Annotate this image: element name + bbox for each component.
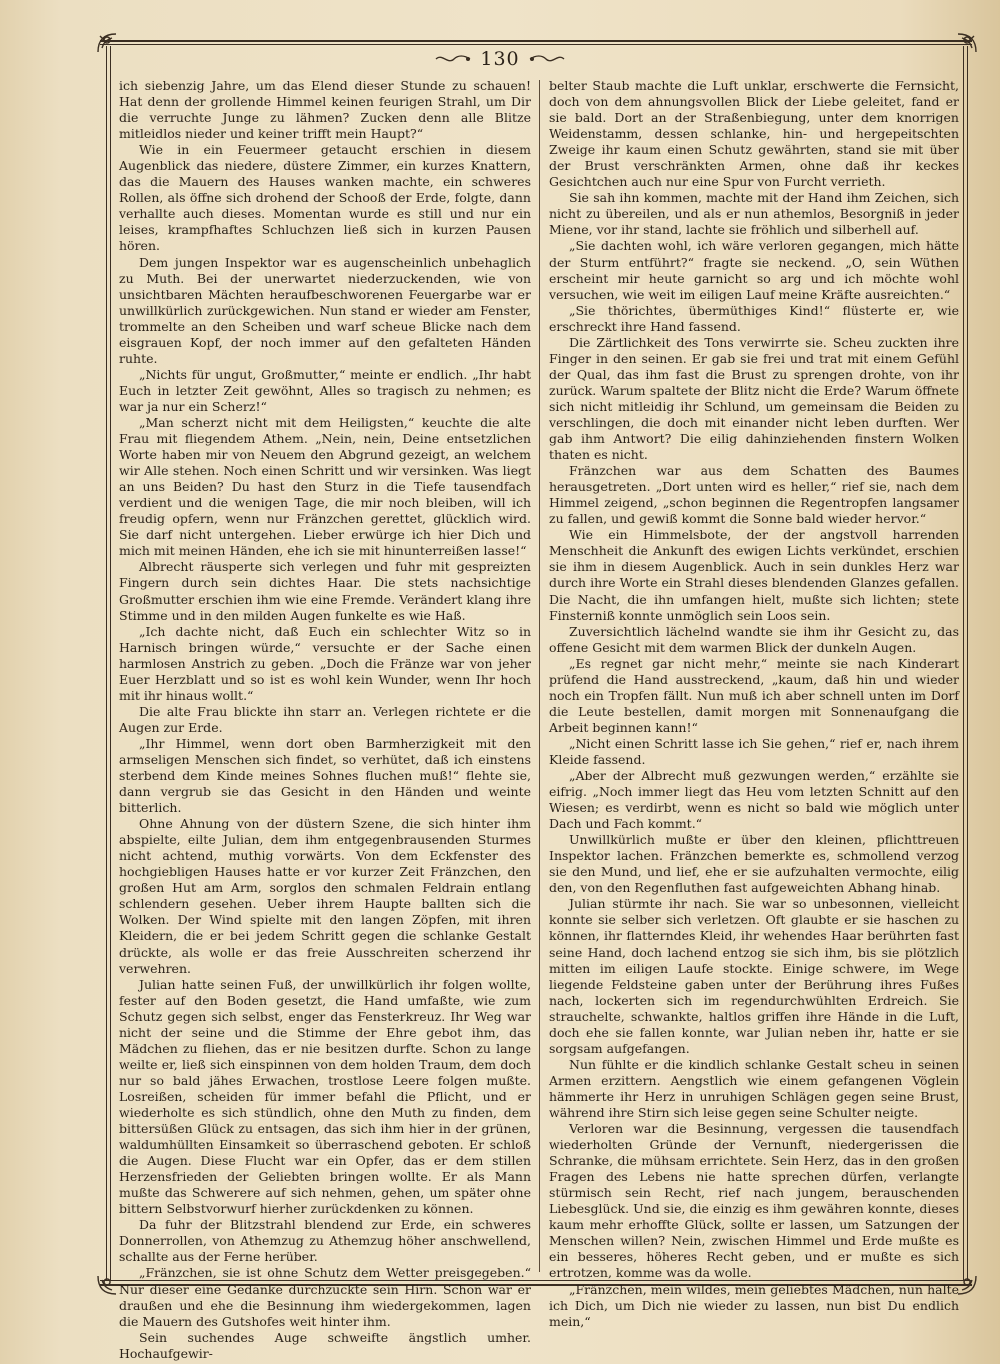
frame-left-rule-inner xyxy=(110,46,111,1280)
paragraph: Nun fühlte er die kindlich schlanke Gestalt scheu in seinen Armen erzittern. Aengstlich wie einem gefangenen Vöglein hämmerte ihr Herz in unruhigen Schlägen gegen seine Brust, während ihre Stirn sich leise gegen seine Schulter neigte. xyxy=(549,1056,959,1120)
paragraph: Da fuhr der Blitzstrahl blendend zur Erde, ein schweres Donnerrollen, von Athemzug zu Athemzug höher anschwellend, schallte aus der Ferne herüber. xyxy=(119,1217,531,1265)
text-column-left xyxy=(119,78,531,1361)
paragraph: Albrecht räusperte sich verlegen und fuhr mit gespreizten Fingern durch sein dichtes Haar. Die stets nachsichtige Großmutter erschien ihm wie eine Fremde. Verändert klang ihre Stimme und in den milden Augen funkelte es wie Haß. xyxy=(119,559,531,623)
frame-right-rule xyxy=(963,46,964,1280)
page-number: 130 xyxy=(480,48,520,70)
paragraph: „Ich dachte nicht, daß Euch ein schlechter Witz so in Harnisch bringen würde,“ versuchte er der Sache einen harmlosen Anstrich zu geben. „Doch die Fränze war von jeher Euer Herzblatt und so ist es wohl kein Wunder, wenn Ihr hoch mit ihr hinaus wollt.“ xyxy=(119,623,531,703)
paragraph: Wie ein Himmelsbote, der der angstvoll harrenden Menschheit die Ankunft des ewigen Lichts verkündet, erschien sie ihm in diesem Augenblick. Auch in sein dunkles Herz war durch ihre Worte ein Strahl dieses blendenden Glanzes gefallen. Die Nacht, die ihn umfangen hielt, mußte sich lichten; stete Finsterniß konnte unmöglich sein Loos sein. xyxy=(549,527,959,623)
paragraph: Wie in ein Feuermeer getaucht erschien in diesem Augenblick das niedere, düstere Zimmer, ein kurzes Knattern, das die Mauern des Hauses wanken machte, ein schweres Rollen, als öffne sich drohend der Schooß der Erde, folgte, dann verhallte auch dieses. Momentan wurde es still und nur ein leises, krampfhaftes Schluchzen ließ sich in kurzen Pausen hören. xyxy=(119,142,531,254)
paragraph: Ohne Ahnung von der düstern Szene, die sich hinter ihm abspielte, eilte Julian, dem ihm entgegenbrausenden Sturmes nicht achtend, muthig vorwärts. Von dem Eckfenster des hochgiebligen Hauses hatte er vor kurzer Zeit Fränzchen, den großen Hut am Arm, sorglos den schmalen Feldrain entlang schlendern gesehen. Ueber ihrem Haupte ballten sich die Wolken. Der Wind spielte mit den langen Zöpfen, mit ihren Kleidern, die er bei jedem Schritt gegen die schlanke Gestalt drückte, als wolle er das freie Ausschreiten scherzend ihr verwehren. xyxy=(119,816,531,976)
paragraph: „Aber der Albrecht muß gezwungen werden,“ erzählte sie eifrig. „Noch immer liegt das Heu vom letzten Schnitt auf den Wiesen; es verdirbt, wenn es nicht so bald wie möglich unter Dach und Fach kommt.“ xyxy=(549,768,959,832)
paragraph: „Fränzchen, mein wildes, mein geliebtes Mädchen, nun halte ich Dich, um Dich nie wieder zu lassen, nun bist Du endlich mein,“ xyxy=(549,1281,959,1329)
paragraph: „Ihr Himmel, wenn dort oben Barmherzigkeit mit den armseligen Menschen sich findet, so verhütet, daß ich einstens sterbend dem Kinde meines Sohnes fluchen muß!“ flehte sie, dann vergrub sie das Gesicht in den Händen und weinte bitterlich. xyxy=(119,735,531,816)
paragraph: „Fränzchen, sie ist ohne Schutz dem Wetter preisgegeben.“ Nur dieser eine Gedanke durchzuckte sein Hirn. Schon war er draußen und ehe die Besinnung ihm wiedergekommen, lagen die Mauern des Gutshofes weit hinter ihm. xyxy=(119,1265,531,1329)
paragraph: „Sie dachten wohl, ich wäre verloren gegangen, mich hätte der Sturm entführt?“ fragte sie neckend. „O, sein Wüthen erscheint mir heute garnicht so arg und ich möchte wohl versuchen, wie weit im eiligen Lauf meine Kräfte ausreichten.“ xyxy=(549,238,959,302)
paragraph: Dem jungen Inspektor war es augenscheinlich unbehaglich zu Muth. Bei der unerwartet niederzuckenden, wie von unsichtbaren Mächten heraufbeschworenen Feuergarbe war er unwillkürlich zurückgewichen. Nun stand er wieder am Fenster, trommelte an den Scheiben und warf scheue Blicke nach dem eisgrauen Kopf, der noch immer auf den gefalteten Händen ruhte. xyxy=(119,254,531,366)
paragraph: „Es regnet gar nicht mehr,“ meinte sie nach Kinderart prüfend die Hand ausstreckend, „kaum, daß hin und wieder noch ein Tropfen fällt. Nun muß ich aber schnell unten im Dorf die Leute bestellen, damit morgen mit Sonnenaufgang die Arbeit beginnen kann!“ xyxy=(549,655,959,735)
paragraph: „Man scherzt nicht mit dem Heiligsten,“ keuchte die alte Frau mit fliegendem Athem. „Nein, nein, Deine entsetzlichen Worte haben mir von Neuem den Abgrund gezeigt, an welchem wir Alle stehen. Noch einen Schritt und wir versinken. Was liegt an uns Beiden? Du hast den Sturz in die Tiefe tausendfach verdient und die wenigen Tage, die mir noch bleiben, will ich freudig opfern, wenn nur Fränzchen gerettet, glücklich wird. Sie darf nicht untergehen. Lieber erwürge ich hier Dich und mich mit meinen Händen, ehe ich sie mit hinunterreißen lasse!“ xyxy=(119,414,531,559)
paragraph: „Nichts für ungut, Großmutter,“ meinte er endlich. „Ihr habt Euch in letzter Zeit gewöhnt, Alles so tragisch zu nehmen; es war ja nur ein Scherz!“ xyxy=(119,366,531,414)
header-flourish-icon xyxy=(434,52,472,66)
paragraph: Julian stürmte ihr nach. Sie war so unbesonnen, vielleicht konnte sie selber sich verletzen. Oft glaubte er sie haschen zu können, ihr flatterndes Kleid, ihr wehendes Haar berührten fast seine Hand, doch lachend entzog sie sich ihm, bis sie plötzlich mitten im eiligen Laufe stockte. Einige schwere, im Wege liegende Feldsteine gaben unter der Berührung ihres Fußes nach, lockerten sich im regendurchwühlten Erdreich. Sie strauchelte, schwankte, haltlos griffen ihre Hände in die Luft, doch ehe sie fallen konnte, war Julian neben ihr, hatte er sie sorgsam aufgefangen. xyxy=(549,896,959,1056)
paragraph: „Nicht einen Schritt lasse ich Sie gehen,“ rief er, nach ihrem Kleide fassend. xyxy=(549,735,959,767)
paragraph: Unwillkürlich mußte er über den kleinen, pflichttreuen Inspektor lachen. Fränzchen bemerkte es, schmollend verzog sie den Mund, und lief, ehe er sie aufzuhalten vermochte, eilig den, von den Regenfluthen fast aufgeweichten Abhang hinab. xyxy=(549,832,959,896)
paragraph: Die Zärtlichkeit des Tons verwirrte sie. Scheu zuckten ihre Finger in den seinen. Er gab sie frei und trat mit einem Gefühl der Qual, das ihm fast die Brust zu sprengen drohte, von ihr zurück. Warum spaltete der Blitz nicht die Erde? Warum öffnete sich nicht mitleidig ihr Schlund, um gemeinsam die Beiden zu verschlingen, die doch mit einander nicht leben durften. Wer gab ihm Antwort? Die eilig dahinziehenden finstern Wolken thaten es nicht. xyxy=(549,334,959,463)
corner-flourish-icon xyxy=(94,1272,120,1298)
paragraph: Verloren war die Besinnung, vergessen die tausendfach wiederholten Gründe der Vernunft, niedergerissen die Schranke, die mühsam errichtete. Sein Herz, das in den großen Fragen des Lebens nie hatte sprechen dürfen, verlangte stürmisch sein Recht, rief nach jungem, berauschenden Liebesglück. Und sie, die einzig es ihm gewähren konnte, dieses kaum mehr erhoffte Glück, sollte er lassen, um Satzungen der Menschen willen? Nein, zwischen Himmel und Erde mußte es ein besseres, höheres Recht geben, und er mußte es sich ertrotzen, komme was da wolle. xyxy=(549,1121,959,1281)
frame-top-rule xyxy=(100,40,972,42)
text-column-right xyxy=(549,78,959,1329)
paragraph: Sein suchendes Auge schweifte ängstlich umher. Hochaufgewir- xyxy=(119,1329,531,1361)
column-divider xyxy=(539,80,540,1272)
frame-right-rule-inner xyxy=(967,46,968,1280)
page-header xyxy=(0,44,1000,74)
paragraph: Sie sah ihn kommen, machte mit der Hand ihm Zeichen, sich nicht zu übereilen, und als er nun athemlos, Besorgniß in jeder Miene, vor ihr stand, lachte sie fröhlich und silberhell auf. xyxy=(549,190,959,238)
frame-left-rule xyxy=(106,46,107,1280)
paragraph: belter Staub machte die Luft unklar, erschwerte die Fernsicht, doch von dem ahnungsvollen Blick der Liebe geleitet, fand er sie bald. Dort an der Straßenbiegung, unter dem knorrigen Weidenstamm, dessen schlanke, hin- und hergepeitschten Zweige ihr kaum einen Schutz gewährten, stand sie mit über der Brust verschränkten Armen, ohne daß ihr keckes Gesichtchen auch nur eine Spur von Furcht verrieth. xyxy=(549,78,959,190)
paragraph: ich siebenzig Jahre, um das Elend dieser Stunde zu schauen! Hat denn der grollende Himmel keinen feurigen Strahl, um Dir die verruchte Junge zu lähmen? Zucken denn alle Blitze mitleidlos nieder und keiner trifft mein Haupt?“ xyxy=(119,78,531,142)
paragraph: Die alte Frau blickte ihn starr an. Verlegen richtete er die Augen zur Erde. xyxy=(119,703,531,735)
paragraph: Julian hatte seinen Fuß, der unwillkürlich ihr folgen wollte, fester auf den Boden gesetzt, die Hand umfaßte, wie zum Schutz gegen sich selbst, enger das Fensterkreuz. Ihr Weg war nicht der seine und die Stimme der Ehre gebot ihm, das Mädchen zu fliehen, das er nie besitzen durfte. Schon zu lange weilte er, ließ sich einspinnen von dem holden Traum, dem doch nur so bald jähes Erwachen, trostlose Leere folgen mußte. Losreißen, scheiden für immer befahl die Pflicht, und er wiederholte es sich stündlich, ohne den Muth zu finden, dem bittersüßen Glück zu entsagen, das sich ihm hier in der grünen, waldumhüllten Einsamkeit so überraschend geboten. Er schloß die Augen. Diese Flucht war ein Opfer, das er dem stillen Herzensfrieden der Geliebten bringen wollte. Er als Mann mußte das Schwerere auf sich nehmen, gehen, um später ohne bittern Selbstvorwurf hierher zurückdenken zu können. xyxy=(119,976,531,1217)
header-flourish-icon xyxy=(528,52,566,66)
paragraph: „Sie thörichtes, übermüthiges Kind!“ flüsterte er, wie erschreckt ihre Hand fassend. xyxy=(549,302,959,334)
paragraph: Fränzchen war aus dem Schatten des Baumes herausgetreten. „Dort unten wird es heller,“ rief sie, nach dem Himmel zeigend, „schon beginnen die Regentropfen langsamer zu fallen, und gewiß kommt die Sonne bald wieder hervor.“ xyxy=(549,463,959,527)
paragraph: Zuversichtlich lächelnd wandte sie ihm ihr Gesicht zu, das offene Gesicht mit dem warmen Blick der dunkeln Augen. xyxy=(549,623,959,655)
